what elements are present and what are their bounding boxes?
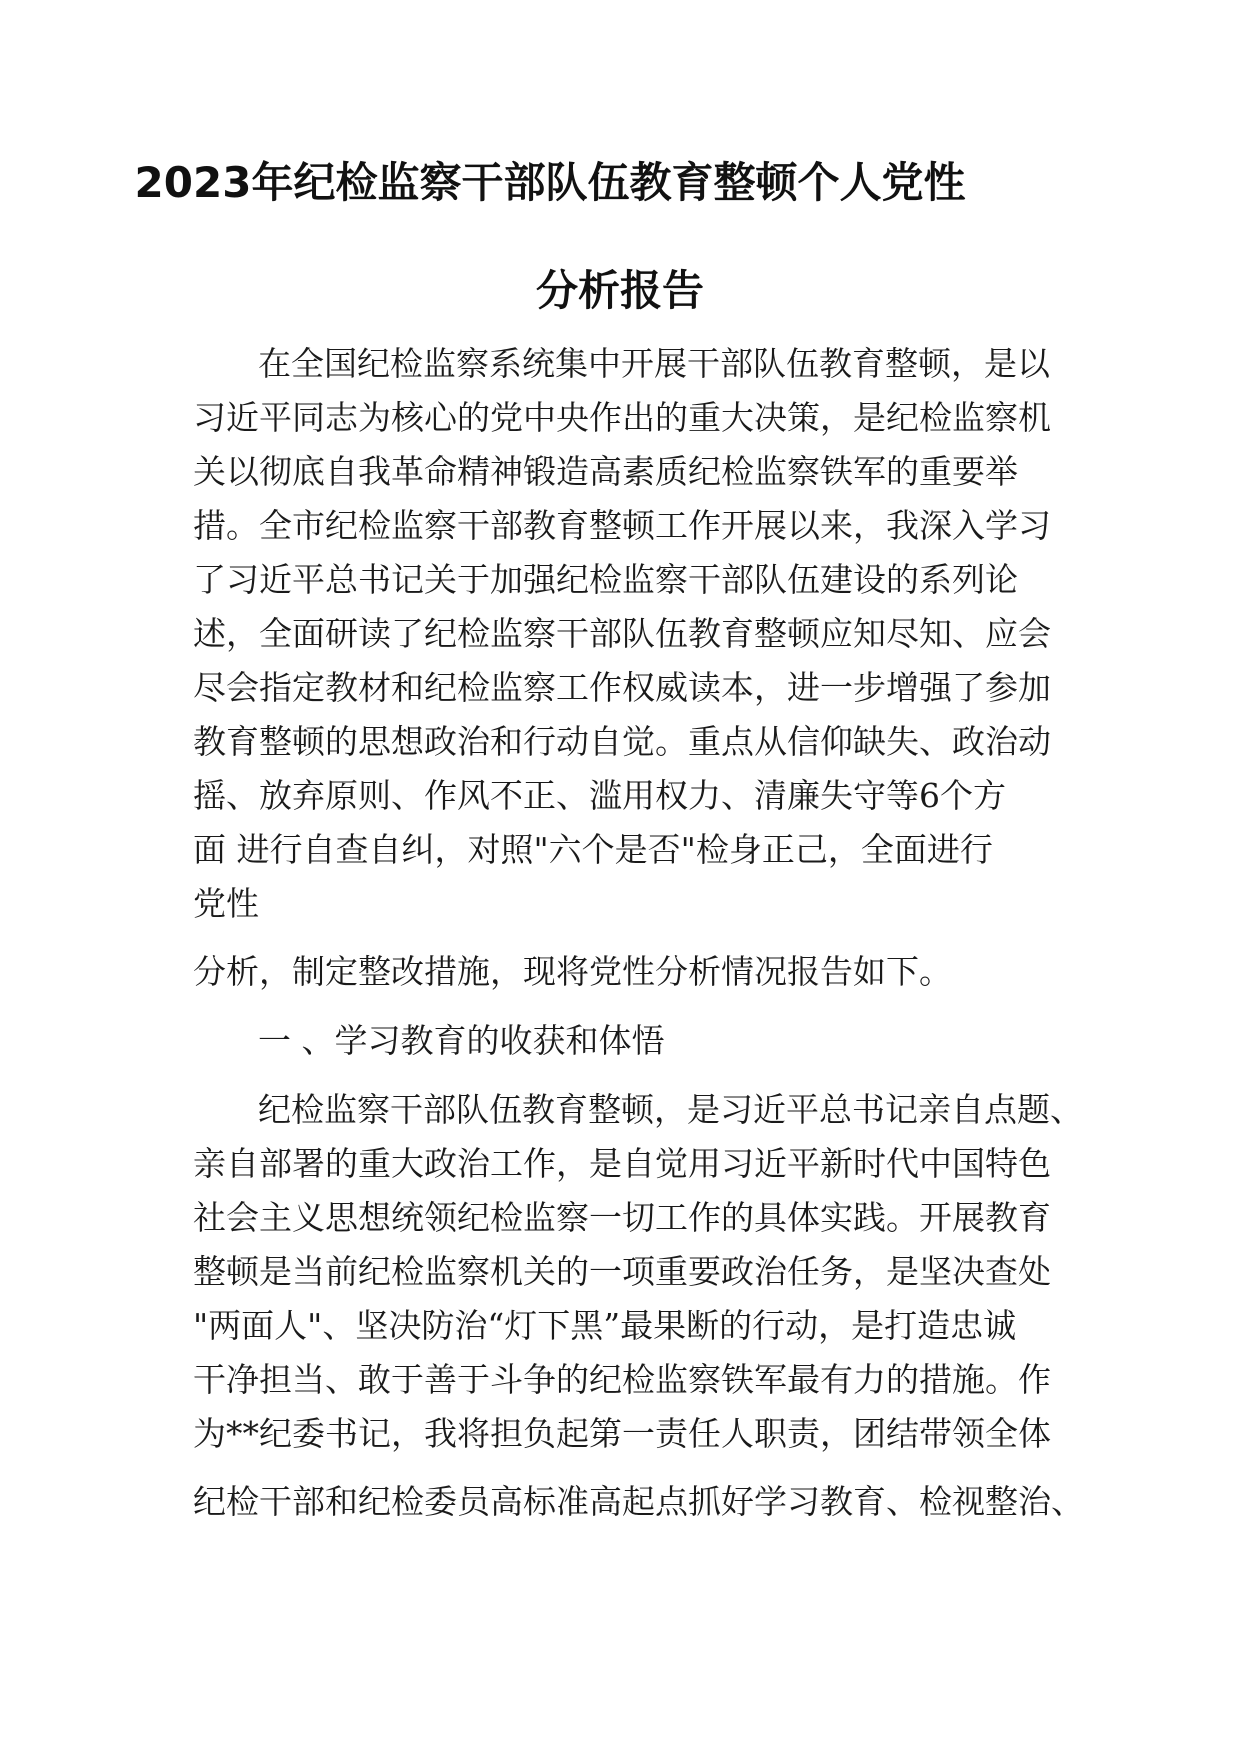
paragraph-line: 面 进行自查自纠，对照"六个是否"检身正己，全面进行: [193, 830, 993, 869]
paragraph-line: 纪检干部和纪检委员高标准高起点抓好学习教育、检视整治、: [193, 1482, 1084, 1521]
paragraph-line: 习近平同志为核心的党中央作出的重大决策，是纪检监察机: [193, 398, 1051, 437]
paragraph-line: 了习近平总书记关于加强纪检监察干部队伍建设的系列论: [193, 560, 1018, 599]
paragraph-line: 党性: [193, 884, 259, 923]
paragraph-line: 为**纪委书记，我将担负起第一责任人职责，团结带领全体: [193, 1414, 1051, 1453]
paragraph-line: 整顿是当前纪检监察机关的一项重要政治任务，是坚决查处: [193, 1252, 1051, 1291]
paragraph-line: 纪检监察干部队伍教育整顿，是习近平总书记亲自点题、: [258, 1090, 1083, 1129]
paragraph-line: "两面人"、坚决防治“灯下黑”最果断的行动，是打造忠诚: [193, 1306, 1017, 1345]
paragraph-line: 措。全市纪检监察干部教育整顿工作开展以来，我深入学习: [193, 506, 1051, 545]
paragraph-line: 关以彻底自我革命精神锻造高素质纪检监察铁军的重要举: [193, 452, 1018, 491]
paragraph-line: 分析，制定整改措施，现将党性分析情况报告如下。: [193, 952, 952, 991]
paragraph-line: 干净担当、敢于善于斗争的纪检监察铁军最有力的措施。作: [193, 1360, 1051, 1399]
document-title-line-2: 分析报告: [535, 266, 704, 315]
paragraph-line: 摇、放弃原则、作风不正、滥用权力、清廉失守等6个方: [193, 776, 1006, 815]
paragraph-line: 亲自部署的重大政治工作，是自觉用习近平新时代中国特色: [193, 1144, 1051, 1183]
paragraph-line: 教育整顿的思想政治和行动自觉。重点从信仰缺失、政治动: [193, 722, 1051, 761]
paragraph-line: 社会主义思想统领纪检监察一切工作的具体实践。开展教育: [193, 1198, 1051, 1237]
section-heading: 一 、学习教育的收获和体悟: [258, 1021, 665, 1060]
paragraph-line: 在全国纪检监察系统集中开展干部队伍教育整顿，是以: [258, 344, 1050, 383]
document-title-line-1: 2023年纪检监察干部队伍教育整顿个人党性: [134, 158, 966, 207]
paragraph-line: 述，全面研读了纪检监察干部队伍教育整顿应知尽知、应会: [193, 614, 1051, 653]
paragraph-line: 尽会指定教材和纪检监察工作权威读本，进一步增强了参加: [193, 668, 1051, 707]
